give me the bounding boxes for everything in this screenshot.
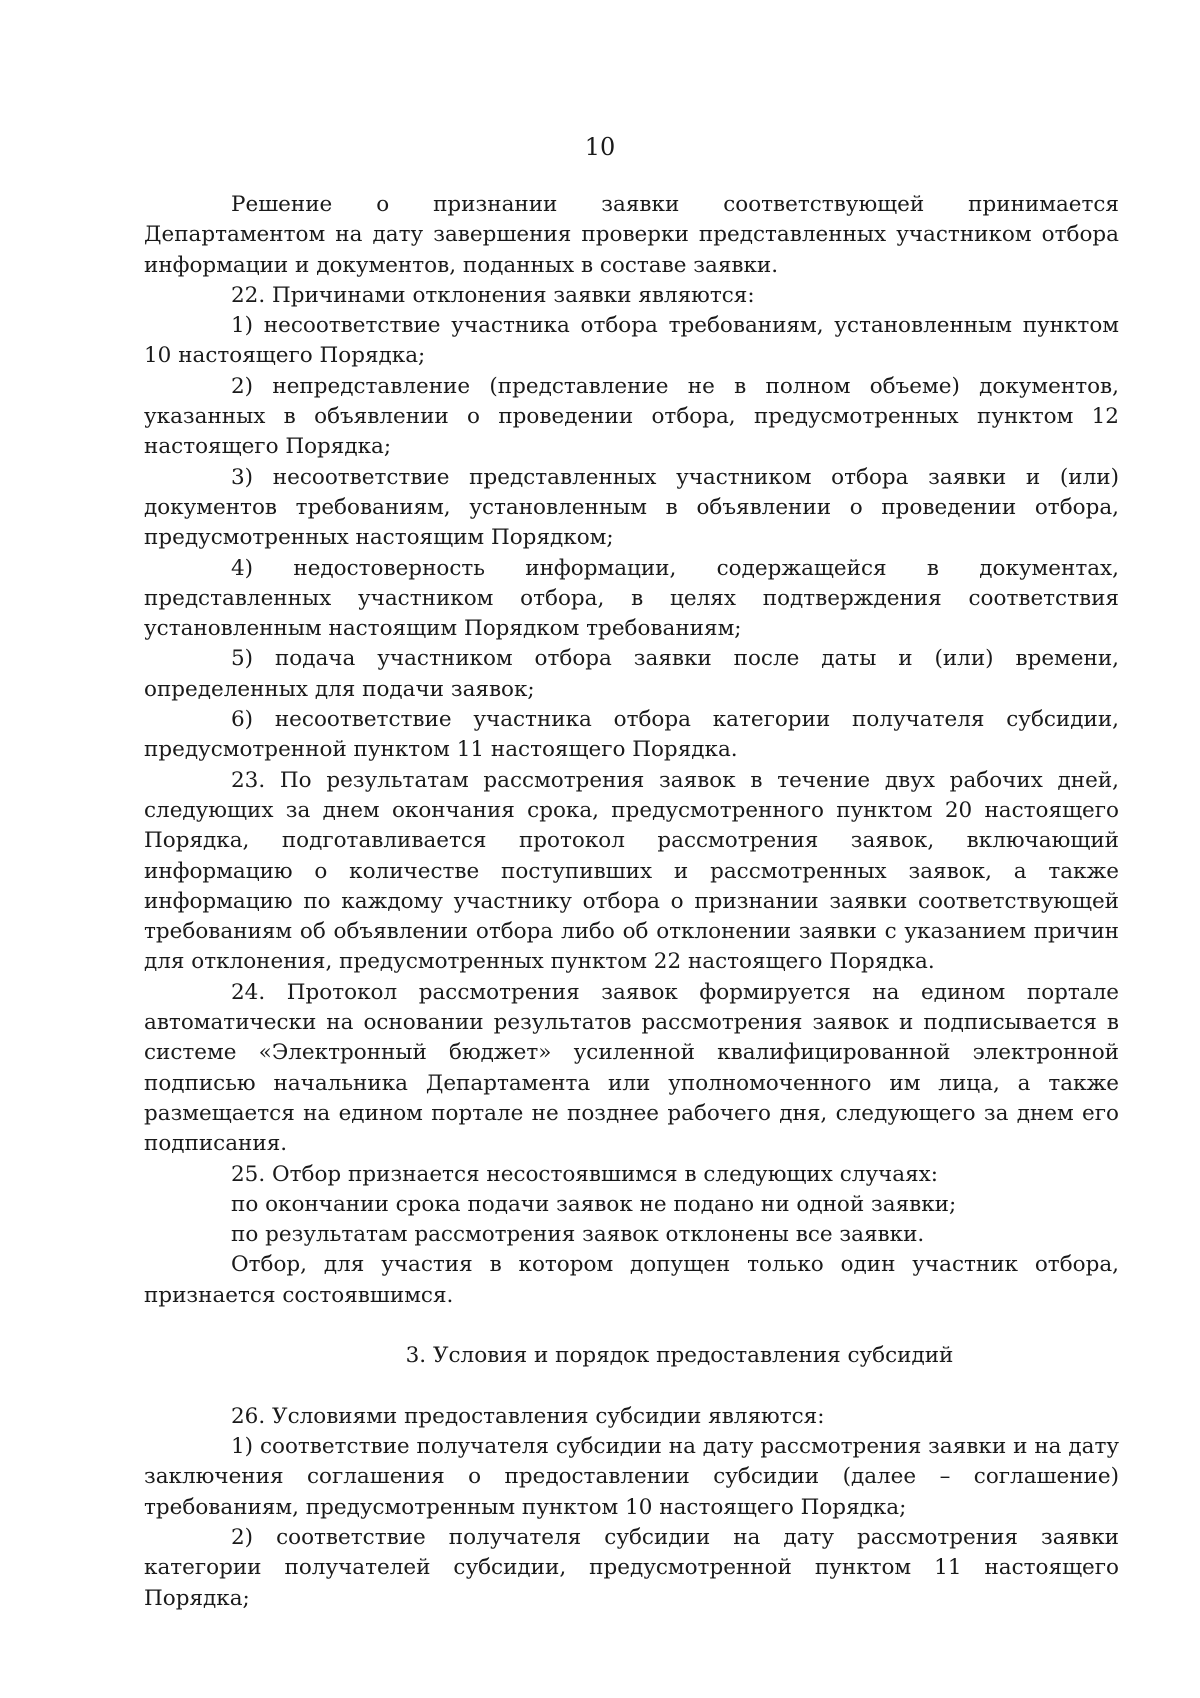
- list-item-22-4: 4) недостоверность информации, содержащейся в документах, представленных участником отбора, в целях подтверждения соответствия установленным настоящим Порядком требованиям;: [144, 555, 1119, 642]
- list-item-25-1: по окончании срока подачи заявок не подано ни одной заявки;: [231, 1191, 957, 1217]
- list-item-22-1: 1) несоответствие участника отбора требованиям, установленным пунктом 10 настоящего Порядка;: [144, 313, 1119, 369]
- paragraph-26: 26. Условиями предоставления субсидии являются:: [231, 1403, 825, 1429]
- list-item-22-5: 5) подача участником отбора заявки после даты и (или) времени, определенных для подачи заявок;: [144, 646, 1119, 702]
- section-heading: 3. Условия и порядок предоставления субсидий: [405, 1343, 954, 1369]
- list-item-22-2: 2) непредставление (представление не в полном объеме) документов, указанных в объявлении о проведении отбора, предусмотренных пунктом 12 настоящего Порядка;: [144, 373, 1119, 460]
- list-item-22-6: 6) несоответствие участника отбора категории получателя субсидии, предусмотренной пунктом 11 настоящего Порядка.: [144, 707, 1119, 763]
- paragraph-23: 23. По результатам рассмотрения заявок в течение двух рабочих дней, следующих за днем окончания срока, предусмотренного пунктом 20 настоящего Порядка, подготавливается протокол рассмотрения заявок, включающий информацию о количестве поступивших и рассмотренных заявок, а также информацию по каждому участнику отбора о признании заявки соответствующей требованиям об объявлении отбора либо об отклонении заявки с указанием причин для отклонения, предусмотренных пунктом 22 настоящего Порядка.: [144, 767, 1119, 975]
- paragraph-single-participant: Отбор, для участия в котором допущен только один участник отбора, признается состоявшимся.: [144, 1252, 1119, 1308]
- list-item-26-1: 1) соответствие получателя субсидии на дату рассмотрения заявки и на дату заключения соглашения о предоставлении субсидии (далее – соглашение) требованиям, предусмотренным пунктом 10 настоящего Порядка;: [144, 1434, 1119, 1520]
- paragraph-22-rejection-reasons: 22. Причинами отклонения заявки являются:: [231, 282, 755, 308]
- paragraph-24: 24. Протокол рассмотрения заявок формируется на едином портале автоматически на основании результатов рассмотрения заявок и подписывается в системе «Электронный бюджет» усиленной квалифицированной электронной подписью начальника Департамента или уполномоченного им лица, а также размещается на едином портале не позднее рабочего дня, следующего за днем его подписания.: [144, 979, 1119, 1157]
- list-item-25-2: по результатам рассмотрения заявок отклонены все заявки.: [231, 1222, 925, 1248]
- list-item-22-3: 3) несоответствие представленных участником отбора заявки и (или) документов требованиям, установленным в объявлении о проведении отбора, предусмотренных настоящим Порядком;: [144, 464, 1119, 551]
- page-number: 10: [584, 133, 616, 161]
- list-item-26-2: 2) соответствие получателя субсидии на дату рассмотрения заявки категории получателей субсидии, предусмотренной пунктом 11 настоящего Порядка;: [144, 1525, 1119, 1611]
- document-body: [144, 190, 1119, 1614]
- paragraph-25: 25. Отбор признается несостоявшимся в следующих случаях:: [231, 1161, 939, 1187]
- paragraph-decision: Решение о признании заявки соответствующей принимается Департаментом на дату завершения проверки представленных участником отбора информации и документов, поданных в составе заявки.: [144, 192, 1119, 278]
